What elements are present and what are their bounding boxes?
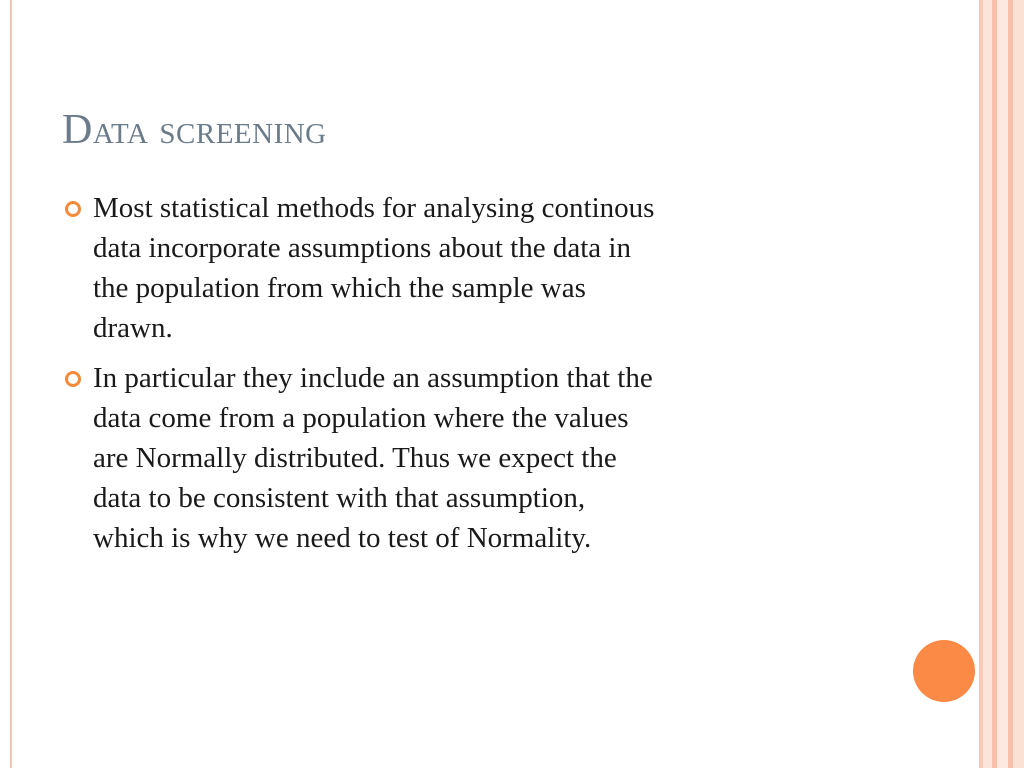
bullet-item <box>62 188 892 348</box>
slide-title: Data screening <box>62 107 327 153</box>
circle-bullet-icon <box>65 201 81 217</box>
bullet-item <box>62 358 892 558</box>
bullet-line: the population from which the sample was <box>93 272 586 304</box>
bullet-line: Most statistical methods for analysing continous <box>93 192 655 224</box>
bullet-line: drawn. <box>93 312 173 344</box>
bullet-line: data to be consistent with that assumption, <box>93 482 586 514</box>
orange-circle-decoration <box>913 640 975 702</box>
left-border-line <box>10 0 12 768</box>
bullet-line: In particular they include an assumption that the <box>93 362 653 394</box>
bullet-list <box>62 188 892 568</box>
bullet-line: which is why we need to test of Normality. <box>93 522 592 554</box>
circle-bullet-icon <box>65 371 81 387</box>
bullet-line: data incorporate assumptions about the data in <box>93 232 631 264</box>
right-decorative-stripe <box>997 0 1008 768</box>
right-decorative-stripe <box>983 0 992 768</box>
bullet-line: data come from a population where the values <box>93 402 629 434</box>
bullet-line: are Normally distributed. Thus we expect the <box>93 442 617 474</box>
right-decorative-stripe <box>1013 0 1024 768</box>
